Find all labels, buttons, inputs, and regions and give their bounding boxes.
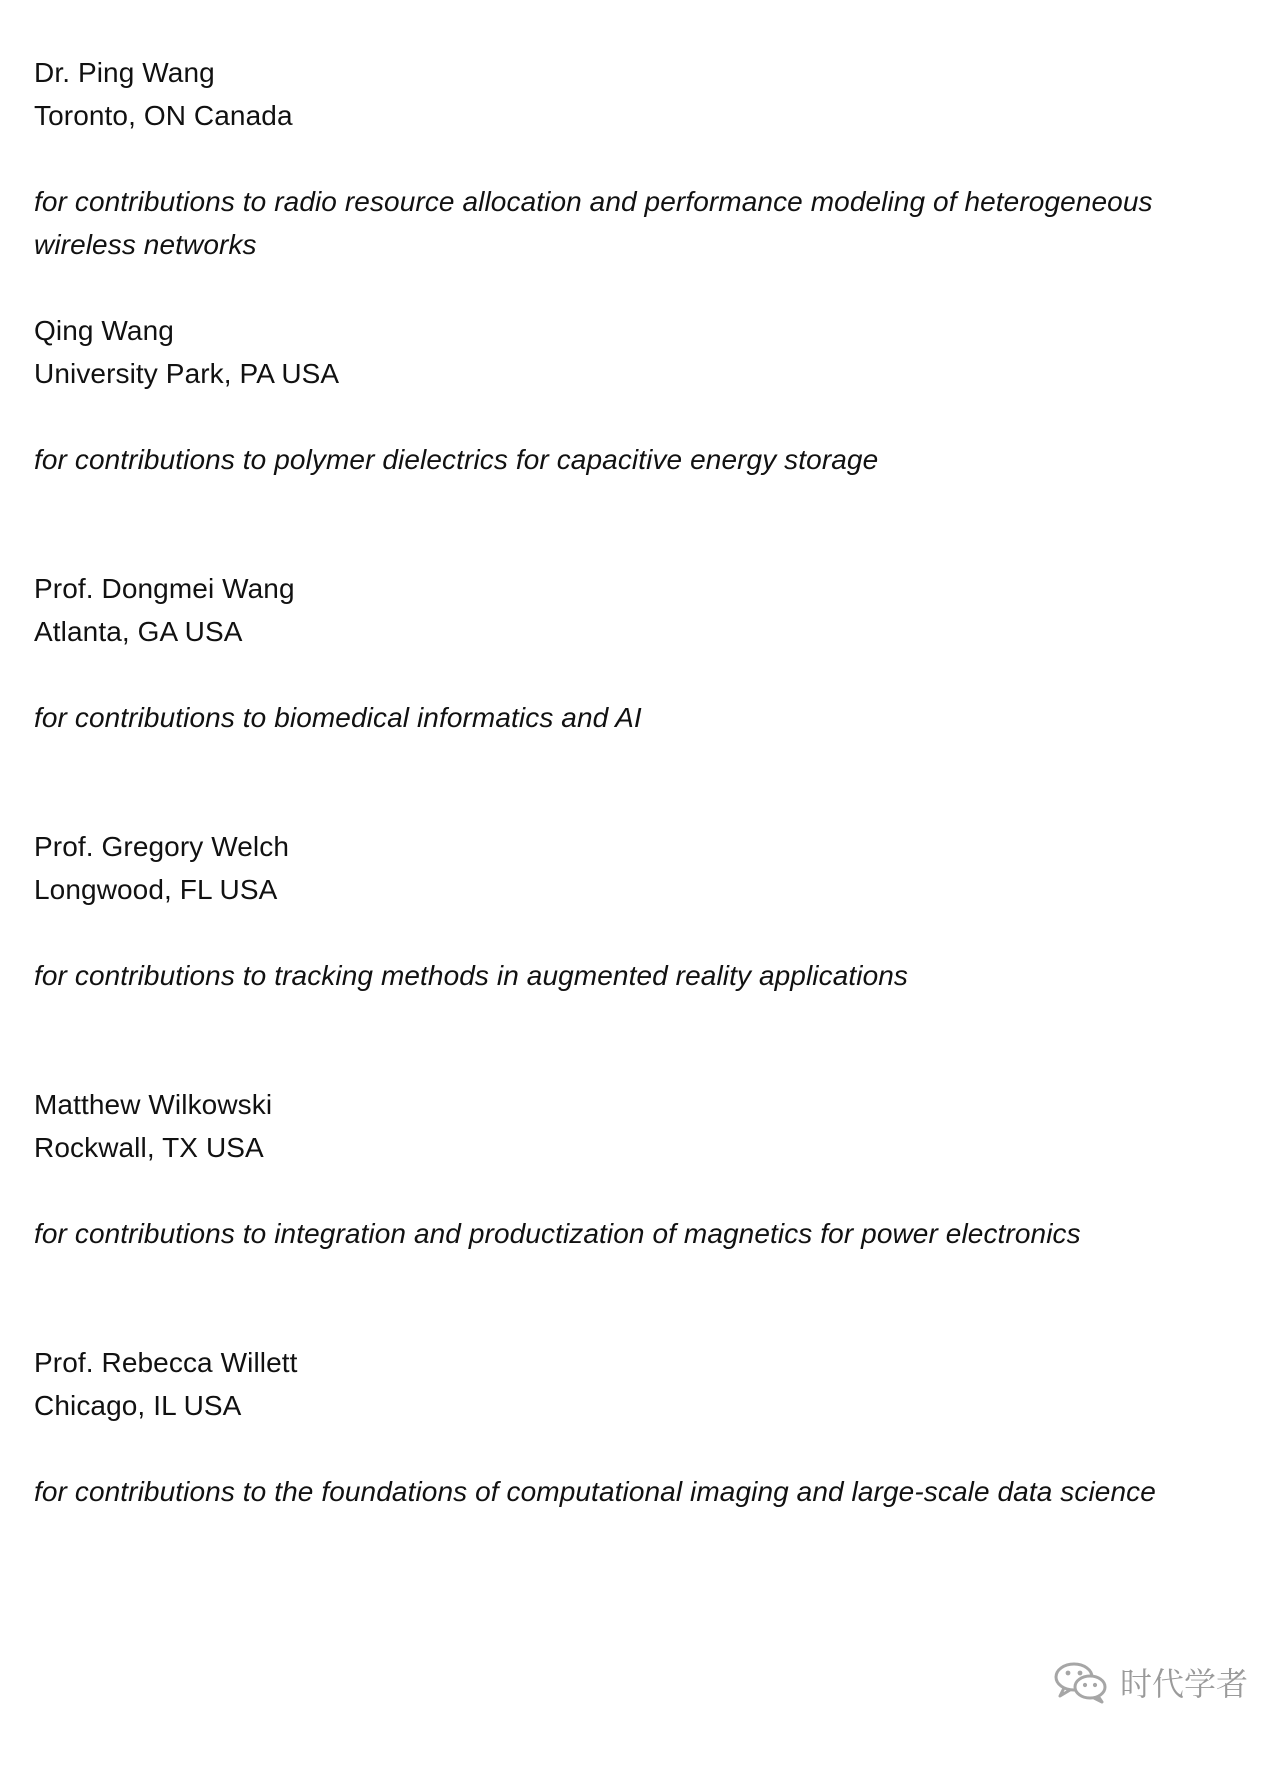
fellow-location: Toronto, ON Canada [34,100,293,131]
fellow-location: Atlanta, GA USA [34,616,243,647]
fellow-name: Matthew Wilkowski [34,1089,273,1120]
fellow-citation: for contributions to biomedical informatics and AI [34,702,642,733]
fellow-name: Prof. Rebecca Willett [34,1347,298,1378]
fellow-name: Dr. Ping Wang [34,57,215,88]
fellow-location: University Park, PA USA [34,358,340,389]
fellow-citation: for contributions to tracking methods in augmented reality applications [34,960,909,991]
fellow-entry [34,825,1244,991]
fellow-entry [34,567,1244,733]
fellow-entry [34,1083,1244,1249]
fellow-location: Longwood, FL USA [34,874,278,905]
wechat-icon [1050,1659,1112,1705]
fellow-entry [34,51,1244,260]
fellow-name: Prof. Dongmei Wang [34,573,295,604]
fellow-location: Chicago, IL USA [34,1390,242,1421]
fellow-entry [34,309,1244,475]
fellow-citation: for contributions to radio resource allocation and performance modeling of heterogeneous wireless networks [34,186,1153,260]
watermark [1050,1657,1248,1707]
fellow-name: Qing Wang [34,315,174,346]
fellow-entry [34,1341,1244,1507]
watermark-text: 时代学者 [1120,1665,1249,1703]
fellow-location: Rockwall, TX USA [34,1132,264,1163]
fellow-citation: for contributions to integration and productization of magnetics for power electronics [34,1218,1081,1249]
fellow-citation: for contributions to polymer dielectrics for capacitive energy storage [34,444,879,475]
fellow-citation: for contributions to the foundations of computational imaging and large-scale data science [34,1476,1156,1507]
fellow-name: Prof. Gregory Welch [34,831,290,862]
